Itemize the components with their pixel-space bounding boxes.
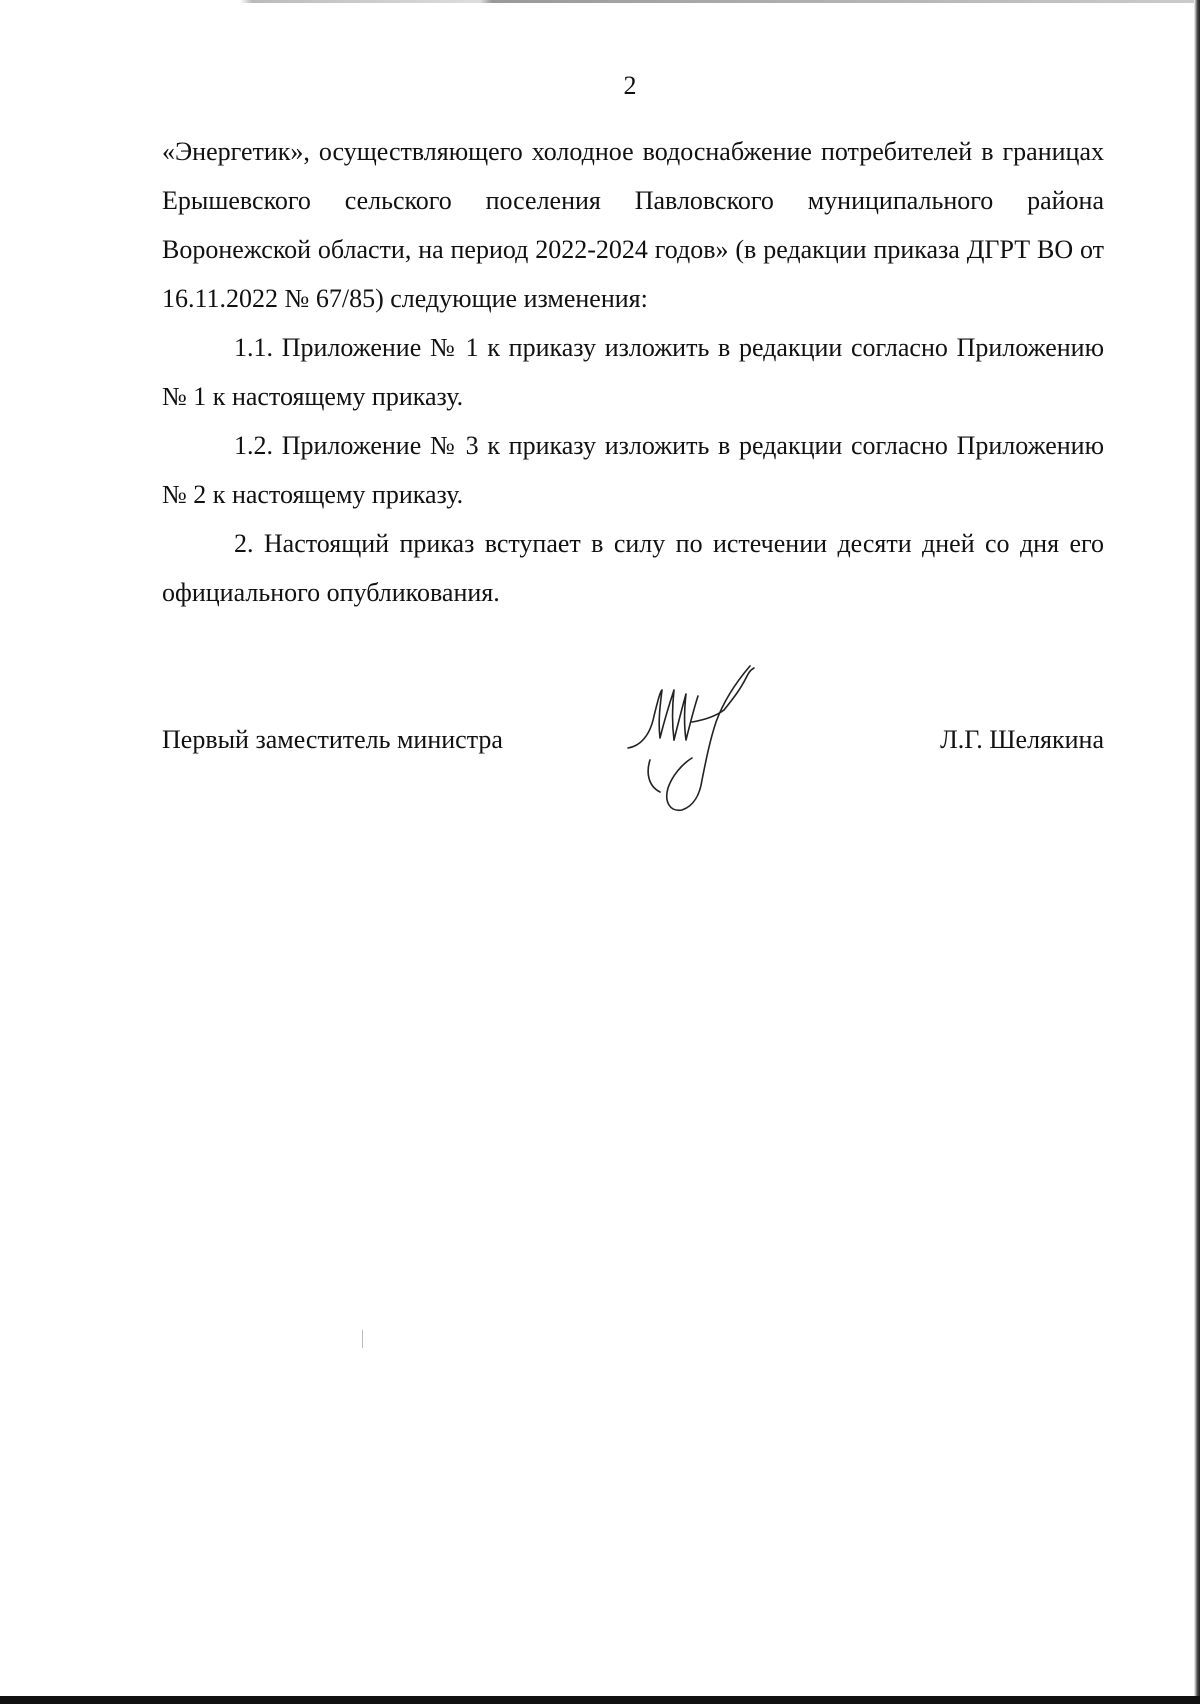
scan-speck — [362, 1330, 363, 1348]
paragraph-item-2: 2. Настоящий приказ вступает в силу по истечении десяти дней со дня его официального опубликования. — [162, 529, 1104, 607]
scan-edge-top — [0, 0, 1200, 3]
signatory-name: Л.Г. Шелякина — [940, 725, 1104, 754]
signatory-position: Первый заместитель министра — [162, 725, 503, 754]
paragraph-item-1-1: 1.1. Приложение № 1 к приказу изложить в редакции согласно Приложению № 1 к настоящему приказу. — [162, 333, 1104, 411]
scan-edge-right — [1194, 0, 1200, 1704]
paragraph-continuation: «Энергетик», осуществляющего холодное водоснабжение потребителей в границах Ерышевского сельского поселения Павловского муниципального района Воронежской области, на период 2022-2024 годов» (в редакции приказа ДГРТ ВО от 16.11.2022 № 67/85) следующие изменения: — [162, 137, 1104, 313]
handwritten-signature-icon — [620, 660, 770, 820]
document-body — [162, 127, 1104, 617]
paragraph-item-1-2: 1.2. Приложение № 3 к приказу изложить в редакции согласно Приложению № 2 к настоящему приказу. — [162, 431, 1104, 509]
page-number: 2 — [623, 71, 637, 100]
scan-edge-bottom — [0, 1696, 1200, 1704]
